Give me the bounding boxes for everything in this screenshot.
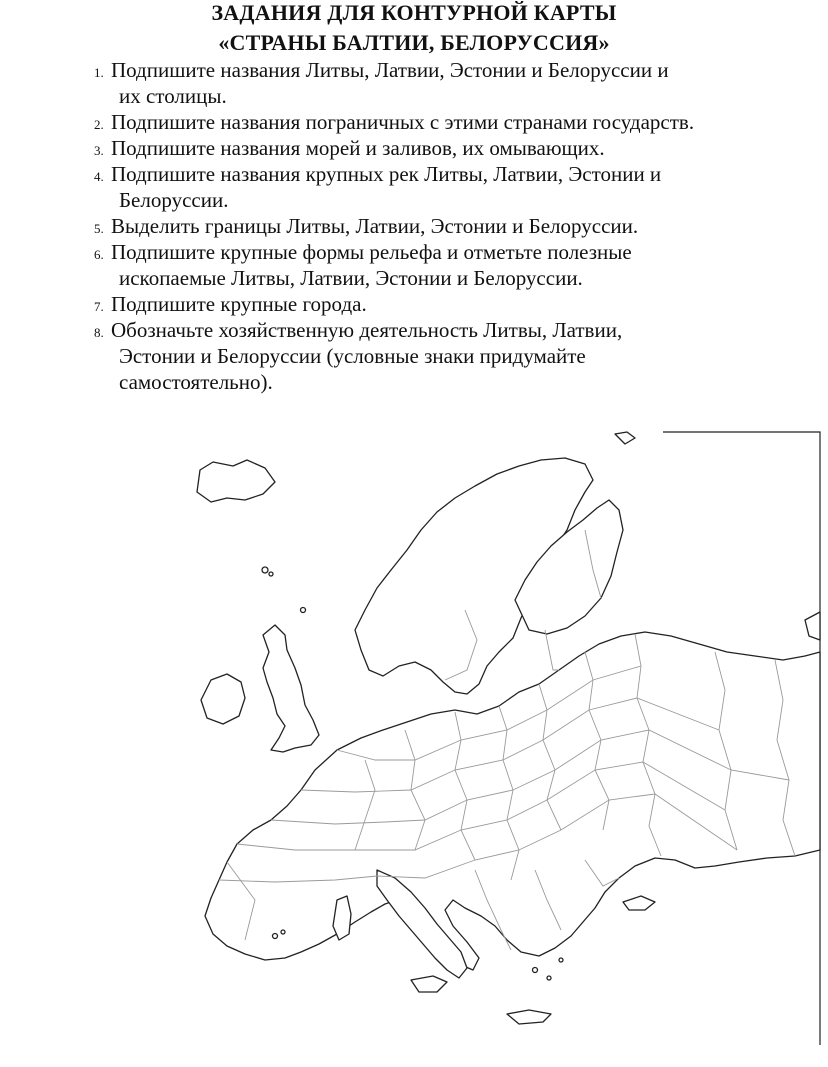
task-text: Подпишите крупные формы рельефа и отметьте полезные xyxy=(111,240,632,264)
task-number: 1. xyxy=(94,65,104,80)
aegean-islands-outline xyxy=(559,958,563,962)
task-text: Подпишите названия Литвы, Латвии, Эстонии и Белоруссии и xyxy=(111,58,669,82)
iceland-outline xyxy=(197,460,275,502)
faroe-islands-outline xyxy=(269,572,273,576)
cyprus-outline xyxy=(623,896,655,910)
worksheet-title-line-2: «СТРАНЫ БАЛТИИ, БЕЛОРУССИЯ» xyxy=(218,30,610,55)
task-text-continued: самостоятельно). xyxy=(119,370,273,394)
contour-map-europe xyxy=(115,430,828,1045)
task-item xyxy=(90,213,790,239)
task-text: Выделить границы Литвы, Латвии, Эстонии и Белоруссии. xyxy=(111,214,639,238)
balearic-islands-outline xyxy=(281,930,285,934)
shetland-outline xyxy=(301,608,306,613)
task-number: 2. xyxy=(94,117,104,132)
faroe-islands-outline xyxy=(262,567,268,573)
contour-map-europe-icon xyxy=(115,430,828,1045)
task-list xyxy=(90,57,790,395)
task-number: 4. xyxy=(94,169,104,184)
task-text-continued: Эстонии и Белоруссии (условные знаки придумайте xyxy=(119,344,586,368)
task-item xyxy=(90,239,790,291)
task-text-continued: ископаемые Литвы, Латвии, Эстонии и Белоруссии. xyxy=(119,266,583,290)
task-text: Обозначьте хозяйственную деятельность Литвы, Латвии, xyxy=(111,318,623,342)
sicily-outline xyxy=(411,976,447,992)
task-number: 5. xyxy=(94,221,104,236)
task-text: Подпишите крупные города. xyxy=(111,292,367,316)
aegean-islands-outline xyxy=(533,968,538,973)
task-item xyxy=(90,317,790,395)
task-item xyxy=(90,291,790,317)
aegean-islands-outline xyxy=(547,976,551,980)
task-number: 8. xyxy=(94,325,104,340)
task-text: Подпишите названия крупных рек Литвы, Латвии, Эстонии и xyxy=(111,162,662,186)
task-text: Подпишите названия пограничных с этими странами государств. xyxy=(111,110,695,134)
task-item xyxy=(90,109,790,135)
task-text-continued: Белоруссии. xyxy=(119,188,229,212)
task-number: 3. xyxy=(94,143,104,158)
task-number: 7. xyxy=(94,299,104,314)
novaya-zemlya-fragment-outline xyxy=(805,612,820,640)
crete-outline xyxy=(507,1010,551,1024)
task-text: Подпишите названия морей и заливов, их омывающих. xyxy=(111,136,605,160)
task-item xyxy=(90,57,790,109)
svalbard-fragment-outline xyxy=(615,432,635,444)
ireland-outline xyxy=(201,674,245,724)
great-britain-outline xyxy=(263,625,319,752)
task-item xyxy=(90,161,790,213)
balearic-islands-outline xyxy=(273,934,278,939)
task-text-continued: их столицы. xyxy=(119,84,227,108)
task-number: 6. xyxy=(94,247,104,262)
worksheet-title-line-1: ЗАДАНИЯ ДЛЯ КОНТУРНОЙ КАРТЫ xyxy=(211,0,617,25)
task-item xyxy=(90,135,790,161)
